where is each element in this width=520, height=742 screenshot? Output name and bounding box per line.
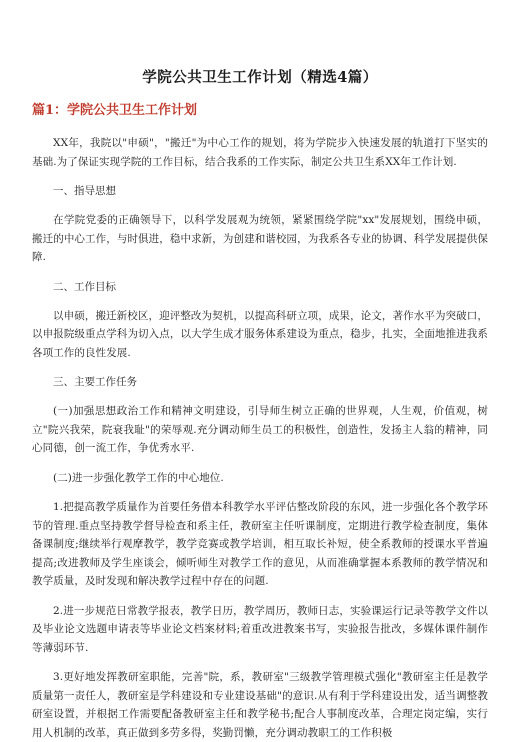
task-2-item-2: 2.进一步规范日常教学报表，教学日历，教学周历，教师日志，实验课运行记录等教学文件以及毕业论文选题申请表等毕业论文档案材料;着重改进教案书写，实验报告批改，多媒体课件制作等薄弱环节. [32,604,488,654]
work-goals-paragraph: 以申硕，搬迁新校区，迎评整改为契机，以提高科研立项，成果，论文，著作水平为突破口，以申报院级重点学科为切入点，以大学生成才服务体系建设为重点，稳步，扎实，全面地推进我系各项工作的良性发展. [32,309,488,359]
intro-paragraph: XX年，我院以"申硕"，"搬迁"为中心工作的规划，将为学院步入快速发展的轨道打下坚实的基础.为了保证实现学院的工作目标，结合我系的工作实际，制定公共卫生系XX年工作计划. [32,137,488,168]
heading-work-goals: 二、工作目标 [53,280,116,293]
task-2-item-1: 1.把提高教学质量作为首要任务借本科教学水平评估整改阶段的东风，进一步强化各个教学环节的管理.重点坚持教学督导检查和系主任，教研室主任听课制度，定期进行教学检查制度，集体备课制度;继续举行观摩教学，教学竞赛或教学培训，相互取长补短，使全系教师的授课水平普遍提高;改进教师及学生座谈会，倾听师生对教学工作的意见，从而准确掌握本系教师的教学情况和教学质量，及时发现和解决教学过程中存在的问题. [32,501,488,587]
document-body [32,134,488,742]
guiding-ideology-paragraph: 在学院党委的正确领导下，以科学发展观为统领，紧紧围绕学院"xx"发展规划，围绕申硕，搬迁的中心工作，与时俱进，稳中求新，为创建和谐校园，为我系各专业的协调、科学发展提供保障. [32,214,488,263]
document-title: 学院公共卫生工作计划（精选4篇） [142,69,378,86]
section-title: 篇1：学院公共卫生工作计划 [32,103,198,118]
heading-main-tasks: 三、主要工作任务 [53,376,137,388]
task-1-paragraph: (一)加强思想政治工作和精神文明建设，引导师生树立正确的世界观，人生观，价值观，树立"院兴我荣，院衰我耻"的荣辱观.充分调动师生员工的积极性，创造性，发扬主人翁的精神，同心同德，创一流工作，争优秀水平. [32,405,488,454]
task-2-heading: (二)进一步强化教学工作的中心地位. [53,471,224,484]
task-2-item-3: 3.更好地发挥教研室职能，完善"院，系，教研室"三级教学管理模式强化"教研室主任是教学质量第一责任人，教研室是学科建设和专业建设基础"的意识.从有利于学科建设出发，适当调整教研室设置，并根据工作需要配备教研室主任和教学秘书;配合人事制度改革，合理定岗定编，实行用人机制的改革，真正做到多劳多得，奖勤罚懒，充分调动教职工的工作积极 [32,671,488,739]
heading-guiding-ideology: 一、指导思想 [53,185,116,197]
